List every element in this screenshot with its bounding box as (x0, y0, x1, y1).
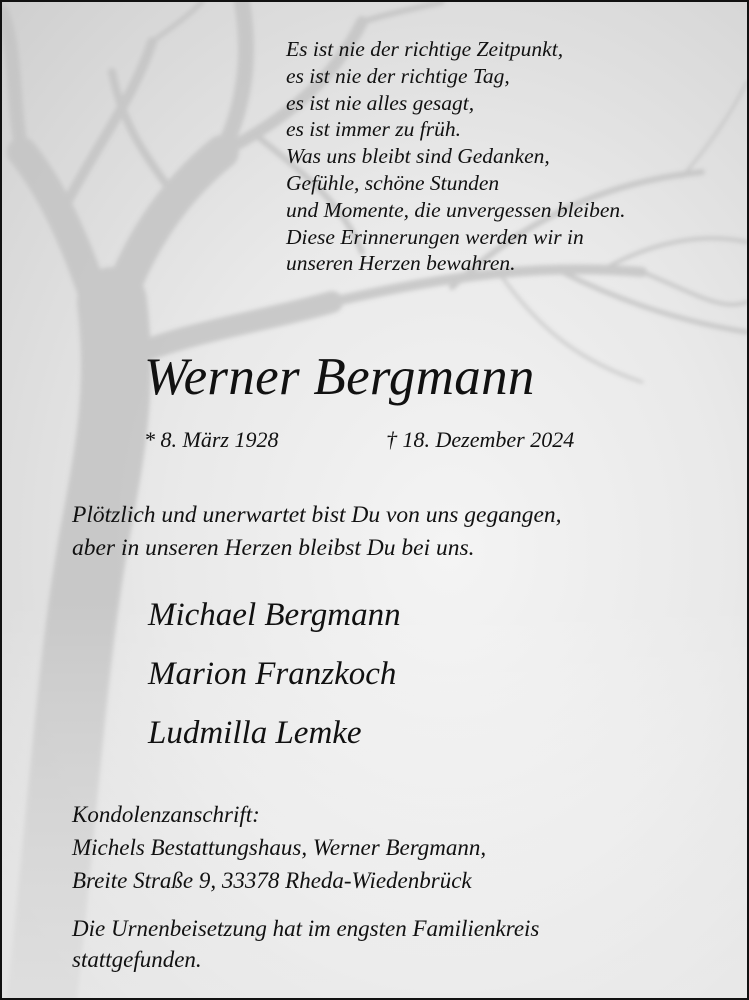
farewell-line: Plötzlich und unerwartet bist Du von uns gegangen, (72, 502, 562, 528)
burial-note (72, 913, 539, 975)
mourners-list (148, 586, 401, 763)
deceased-name: Werner Bergmann (144, 348, 535, 406)
poem-line: Es ist nie der richtige Zeitpunkt, (286, 37, 564, 61)
mourner-name: Michael Bergmann (148, 597, 401, 633)
mourner-name: Marion Franzkoch (148, 656, 397, 692)
poem-line: es ist immer zu früh. (286, 117, 461, 142)
condolence-line: Michels Bestattungshaus, Werner Bergmann, (72, 835, 487, 860)
poem-line: Gefühle, schöne Stunden (286, 170, 500, 195)
death-date: † 18. Dezember 2024 (386, 427, 575, 452)
farewell-message (72, 499, 722, 565)
poem-line: unseren Herzen bewahren. (286, 251, 516, 276)
birth-date: * 8. März 1928 (144, 427, 279, 452)
memorial-poem (286, 36, 726, 277)
burial-line: stattgefunden. (72, 947, 202, 972)
farewell-line: aber in unseren Herzen bleibst Du bei uns. (72, 535, 475, 561)
poem-line: Diese Erinnerungen werden wir in (286, 224, 584, 249)
poem-line: es ist nie der richtige Tag, (286, 63, 510, 88)
poem-line: es ist nie alles gesagt, (286, 90, 475, 115)
burial-line: Die Urnenbeisetzung hat im engsten Familienkreis (72, 916, 540, 941)
poem-line: und Momente, die unvergessen bleiben. (286, 197, 626, 222)
mourner-name: Ludmilla Lemke (148, 715, 362, 751)
condolence-line: Breite Straße 9, 33378 Rheda-Wiedenbrück (72, 868, 472, 893)
condolence-address (72, 798, 486, 897)
condolence-label: Kondolenzanschrift: (72, 802, 260, 827)
poem-line: Was uns bleibt sind Gedanken, (286, 144, 550, 169)
